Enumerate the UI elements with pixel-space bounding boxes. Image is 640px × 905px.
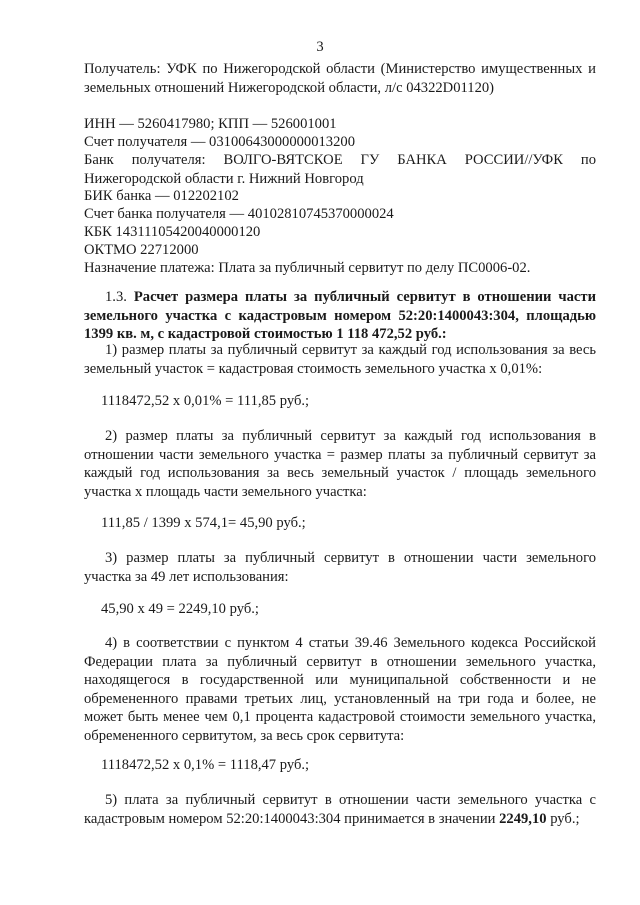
step-3-formula: 45,90 х 49 = 2249,10 руб.;: [101, 601, 259, 617]
step-4-formula: 1118472,52 х 0,1% = 1118,47 руб.;: [101, 757, 310, 773]
payment-bik: БИК банка — 012202102: [84, 188, 239, 204]
step-5-body: 5) плата за публичный сервитут в отношении части земельного участка с кадастровым номером 52:20:1400043:304 принимается в значении: [84, 792, 596, 827]
section-heading: [84, 288, 596, 344]
step-2-text: 2) размер платы за публичный сервитут за каждый год использования в отношении части земельного участка = размер платы за публичный сервитут за каждый год использования за весь земельный участок / площадь земельного участка х площадь части земельного участка:: [84, 428, 596, 500]
page-number: 3: [316, 39, 324, 55]
payment-inn-kpp: ИНН — 5260417980; КПП — 526001001: [84, 116, 337, 132]
payment-kbk: КБК 14311105420040000120: [84, 224, 261, 240]
payment-bank-account: Счет банка получателя — 40102810745370000024: [84, 206, 394, 222]
step-1-text: 1) размер платы за публичный сервитут за каждый год использования за весь земельный участок = кадастровая стоимость земельного участка х 0,01%:: [84, 342, 596, 377]
step-5-value: 2249,10: [499, 810, 547, 827]
step-5-text: [84, 791, 596, 828]
step-5-unit: руб.;: [546, 810, 580, 827]
step-1-formula: 1118472,52 х 0,01% = 111,85 руб.;: [101, 393, 310, 409]
section-number: 1.3.: [105, 289, 127, 305]
step-4-text: 4) в соответствии с пунктом 4 статьи 39.46 Земельного кодекса Российской Федерации плата за публичный сервитут в отношении земельного участка, находящегося в государственной или муниципальной собственности и не обремененного правами третьих лиц, установленный на три года и более, не может быть менее чем 0,1 процента кадастровой стоимости земельного участка, обремененного сервитутом, за весь срок сервитута:: [84, 635, 596, 744]
payment-bank: Банк получателя: ВОЛГО-ВЯТСКОЕ ГУ БАНКА РОССИИ//УФК по Нижегородской области г. Нижний Новгород: [84, 152, 596, 187]
payment-oktmo: ОКТМО 22712000: [84, 242, 199, 258]
section-heading-text: Расчет размера платы за публичный сервитут в отношении части земельного участка с кадастровым номером 52:20:1400043:304, площадью 1399 кв. м, с кадастровой стоимостью 1 118 472,52 руб.:: [84, 289, 596, 343]
payment-recipient: Получатель: УФК по Нижегородской области (Министерство имущественных и земельных отношений Нижегородской области, л/с 04322D01120): [84, 61, 596, 96]
step-3-text: 3) размер платы за публичный сервитут в отношении части земельного участка за 49 лет использования:: [84, 550, 596, 585]
payment-purpose: Назначение платежа: Плата за публичный сервитут по делу ПС0006-02.: [84, 260, 531, 276]
step-2-formula: 111,85 / 1399 х 574,1= 45,90 руб.;: [101, 515, 306, 531]
payment-account: Счет получателя — 03100643000000013200: [84, 134, 355, 150]
